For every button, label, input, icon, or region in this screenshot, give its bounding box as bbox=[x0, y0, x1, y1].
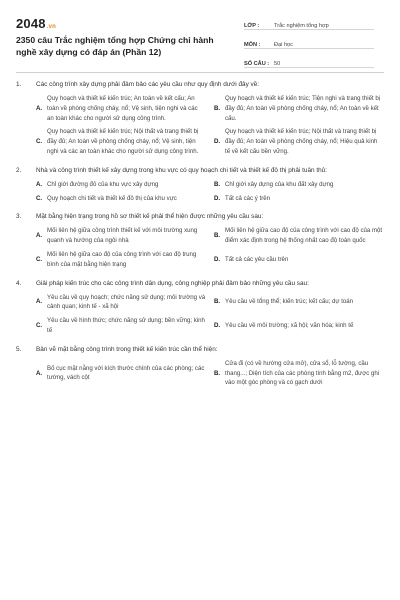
option-letter: A. bbox=[36, 104, 43, 112]
site-logo[interactable] bbox=[16, 16, 56, 31]
question-stem bbox=[16, 80, 384, 90]
meta-value: 50 bbox=[274, 61, 281, 67]
option-text: Mối liên hệ giữa cao độ của công trình với cao độ trung bình của mặt bằng hiện trạng bbox=[47, 250, 197, 268]
option-c[interactable] bbox=[36, 127, 206, 156]
meta-value: Trắc nghiệm tổng hợp bbox=[274, 23, 329, 29]
option-text: Mối liên hệ giữa công trình thiết kế với môi trường xung quanh và hướng của ngôi nhà bbox=[47, 227, 198, 245]
question-text: Mặt bằng hiện trạng trong hồ sơ thiết kế phải thể hiện được những yêu cầu sau: bbox=[36, 213, 264, 221]
meta-row-count bbox=[244, 52, 374, 68]
option-letter: B. bbox=[214, 180, 221, 188]
meta-key: LỚP : bbox=[244, 23, 260, 29]
question-text: Các công trình xây dựng phải đảm bảo các yêu cầu như quy định dưới đây về: bbox=[36, 81, 260, 88]
question-number: 4. bbox=[16, 279, 22, 287]
question-4 bbox=[16, 279, 384, 336]
question-number: 1. bbox=[16, 81, 22, 88]
question-list bbox=[16, 80, 384, 397]
question-1 bbox=[16, 80, 384, 157]
option-a[interactable] bbox=[36, 94, 206, 123]
question-number: 3. bbox=[16, 213, 22, 221]
option-b[interactable] bbox=[214, 359, 384, 388]
option-text: Yêu cầu về quy hoạch; chức năng sử dụng; môi trường và cảnh quan; kinh tế - xã hội bbox=[47, 293, 206, 311]
option-text: Quy hoạch và thiết kế kiến trúc; Nội thất và trang thiết bị đầy đủ; An toàn về phòng chống cháy, nổ; Hiệu quả kinh tế về kết cấu bền vững. bbox=[225, 128, 378, 155]
option-d[interactable] bbox=[214, 250, 384, 270]
logo-tld: .vn bbox=[46, 24, 57, 30]
option-text: Quy hoạch và thiết kế kiến trúc; Tiện nghi và trang thiết bị đầy đủ; An toàn về phòng chống cháy, nổ; An toàn về kết cấu. bbox=[225, 95, 381, 122]
option-text: Tất cả các ý trên bbox=[225, 194, 271, 202]
question-number: 5. bbox=[16, 345, 22, 353]
header-divider bbox=[16, 72, 384, 73]
option-b[interactable] bbox=[214, 180, 384, 190]
option-text: Cửa đi (có về hướng cửa mở), cửa sổ, lỗ tường, cầu thang...; Diện tích của các phòng tính bằng m2, được ghi vào một góc phòng và có gạch dưới bbox=[225, 359, 380, 387]
option-letter: B. bbox=[214, 369, 221, 377]
meta-row-class bbox=[244, 14, 374, 30]
option-letter: A. bbox=[36, 232, 43, 240]
question-3 bbox=[16, 212, 384, 269]
option-text: Yêu cầu về tổng thể; kiến trúc; kết cấu; dự toán bbox=[225, 298, 354, 306]
option-letter: C. bbox=[36, 322, 43, 330]
question-stem bbox=[16, 279, 384, 289]
question-text: Nhà và công trình thiết kế xây dựng trong khu vực có quy hoạch chi tiết và thiết kế đô thị phải tuân thủ: bbox=[36, 166, 327, 174]
option-grid bbox=[16, 180, 384, 204]
document-meta bbox=[244, 14, 374, 71]
option-c[interactable] bbox=[36, 194, 206, 204]
option-d[interactable] bbox=[214, 316, 384, 336]
option-text: Quy hoạch và thiết kế kiến trúc; An toàn về kết cấu; An toàn về phòng chống cháy, nổ; Vệ sinh, tiện nghi và các an toàn khác cho người sử dụng công trình. bbox=[47, 95, 198, 122]
option-text: Tất cả các yêu cầu trên bbox=[225, 255, 289, 263]
option-letter: B. bbox=[214, 298, 221, 306]
option-letter: D. bbox=[214, 138, 221, 146]
question-stem bbox=[16, 166, 384, 176]
option-letter: B. bbox=[214, 232, 221, 240]
option-letter: A. bbox=[36, 180, 43, 188]
option-grid bbox=[16, 226, 384, 269]
question-2 bbox=[16, 166, 384, 204]
option-letter: A. bbox=[36, 369, 43, 377]
option-letter: C. bbox=[36, 255, 43, 263]
option-c[interactable] bbox=[36, 250, 206, 270]
option-d[interactable] bbox=[214, 194, 384, 204]
question-stem bbox=[16, 345, 384, 355]
meta-key: SỐ CÂU : bbox=[244, 61, 270, 67]
option-grid bbox=[16, 293, 384, 336]
option-text: Quy hoạch và thiết kế kiến trúc; Nội thất và trang thiết bị đầy đủ; An toàn về phòng chống cháy, nổ; Vệ sinh, tiện nghi và các an toàn khác cho người sử dụng công trình. bbox=[47, 128, 199, 155]
document-header bbox=[16, 14, 384, 70]
option-letter: D. bbox=[214, 194, 221, 202]
option-text: Yêu cầu về môi trường; xã hội; văn hóa; kinh tế bbox=[225, 322, 354, 330]
question-text: Giải pháp kiến trúc cho các công trình dân dụng, công nghiệp phải đảm bảo những yêu cầu sau: bbox=[36, 279, 309, 287]
option-letter: D. bbox=[214, 322, 221, 330]
option-letter: C. bbox=[36, 194, 43, 202]
question-5 bbox=[16, 345, 384, 388]
logo-main: 2048 bbox=[16, 16, 46, 31]
option-b[interactable] bbox=[214, 293, 384, 313]
option-text: Chỉ giới xây dựng của khu đất xây dựng bbox=[225, 180, 334, 188]
question-number: 2. bbox=[16, 166, 22, 174]
option-a[interactable] bbox=[36, 226, 206, 246]
meta-value: Đại học bbox=[274, 42, 293, 48]
option-text: Yêu cầu về hình thức; chức năng sử dụng; bền vững; kinh tế bbox=[47, 317, 205, 334]
option-text: Bố cục mặt nằng với kích thước chính của các phòng; các tường, vách cột bbox=[47, 364, 205, 382]
option-b[interactable] bbox=[214, 226, 384, 246]
option-c[interactable] bbox=[36, 316, 206, 336]
option-letter: D. bbox=[214, 255, 221, 263]
question-stem bbox=[16, 212, 384, 222]
option-letter: A. bbox=[36, 298, 43, 306]
option-grid bbox=[16, 359, 384, 388]
option-b[interactable] bbox=[214, 94, 384, 123]
option-a[interactable] bbox=[36, 359, 206, 388]
meta-key: MÔN : bbox=[244, 42, 261, 48]
option-a[interactable] bbox=[36, 293, 206, 313]
option-grid bbox=[16, 94, 384, 157]
document-title: 2350 câu Trắc nghiệm tổng hợp Chứng chỉ hành nghề xây dựng có đáp án (Phần 12) bbox=[16, 35, 214, 57]
meta-row-subject bbox=[244, 33, 374, 49]
option-a[interactable] bbox=[36, 180, 206, 190]
option-letter: B. bbox=[214, 104, 221, 112]
option-d[interactable] bbox=[214, 127, 384, 156]
option-text: Quy hoạch chi tiết và thiết kế đô thị của khu vực bbox=[47, 194, 177, 202]
option-text: Chỉ giới đường đỏ của khu vực xây dựng bbox=[47, 180, 159, 188]
question-text: Bản vẽ mặt bằng công trình trong thiết kế kiến trúc cần thể hiện: bbox=[36, 345, 218, 353]
option-text: Mối liên hệ giữa cao độ của công trình với cao độ của một điểm xác định trong hệ thống nhất cao độ toàn quốc bbox=[225, 227, 383, 245]
option-letter: C. bbox=[36, 138, 43, 146]
